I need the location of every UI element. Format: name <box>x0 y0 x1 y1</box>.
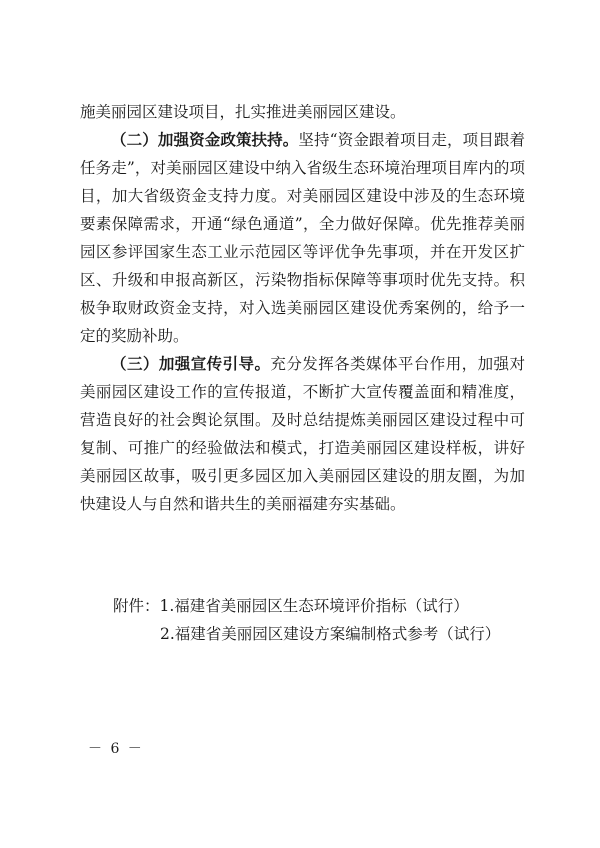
paragraph-text: 施美丽园区建设项目，扎实推进美丽园区建设。 <box>80 103 406 121</box>
paragraph-text: 坚持“资金跟着项目走，项目跟着任务走”，对美丽园区建设中纳入省级生态环境治理项目库内的项目，加大省级资金支持力度。对美丽园区建设中涉及的生态环境要素保障需求，开通“绿色通道”，全力做好保障。优先推荐美丽园区参评国家生态工业示范园区等评优争先事项，并在开发区扩区、升级和申报高新区，污染物指标保障等事项时优先支持。积极争取财政资金支持，对入选美丽园区建设优秀案例的，给予一定的奖励补助。 <box>80 131 525 345</box>
page-number: － 6 － <box>88 741 144 757</box>
section-heading-funding: （二）加强资金政策扶持。 <box>111 130 299 149</box>
attachment-line-1 <box>113 592 543 620</box>
paragraph-funding-policy <box>80 126 525 350</box>
attachment-item: 2.福建省美丽园区建设方案编制格式参考（试行） <box>160 625 501 643</box>
body-text <box>80 98 525 518</box>
attachment-item: 1.福建省美丽园区生态环境评价指标（试行） <box>159 597 469 615</box>
attachment-line-2 <box>113 620 543 648</box>
section-heading-publicity: （三）加强宣传引导。 <box>111 354 271 373</box>
attachments-block <box>113 592 543 648</box>
paragraph-continuation <box>80 98 525 126</box>
paragraph-text: 充分发挥各类媒体平台作用，加强对美丽园区建设工作的宣传报道，不断扩大宣传覆盖面和精准度，营造良好的社会舆论氛围。及时总结提炼美丽园区建设过程中可复制、可推广的经验做法和模式，打造美丽园区建设样板，讲好美丽园区故事，吸引更多园区加入美丽园区建设的朋友圈，为加快建设人与自然和谐共生的美丽福建夯实基础。 <box>80 355 525 513</box>
attachments-label: 附件： <box>113 597 160 615</box>
paragraph-publicity <box>80 350 525 518</box>
